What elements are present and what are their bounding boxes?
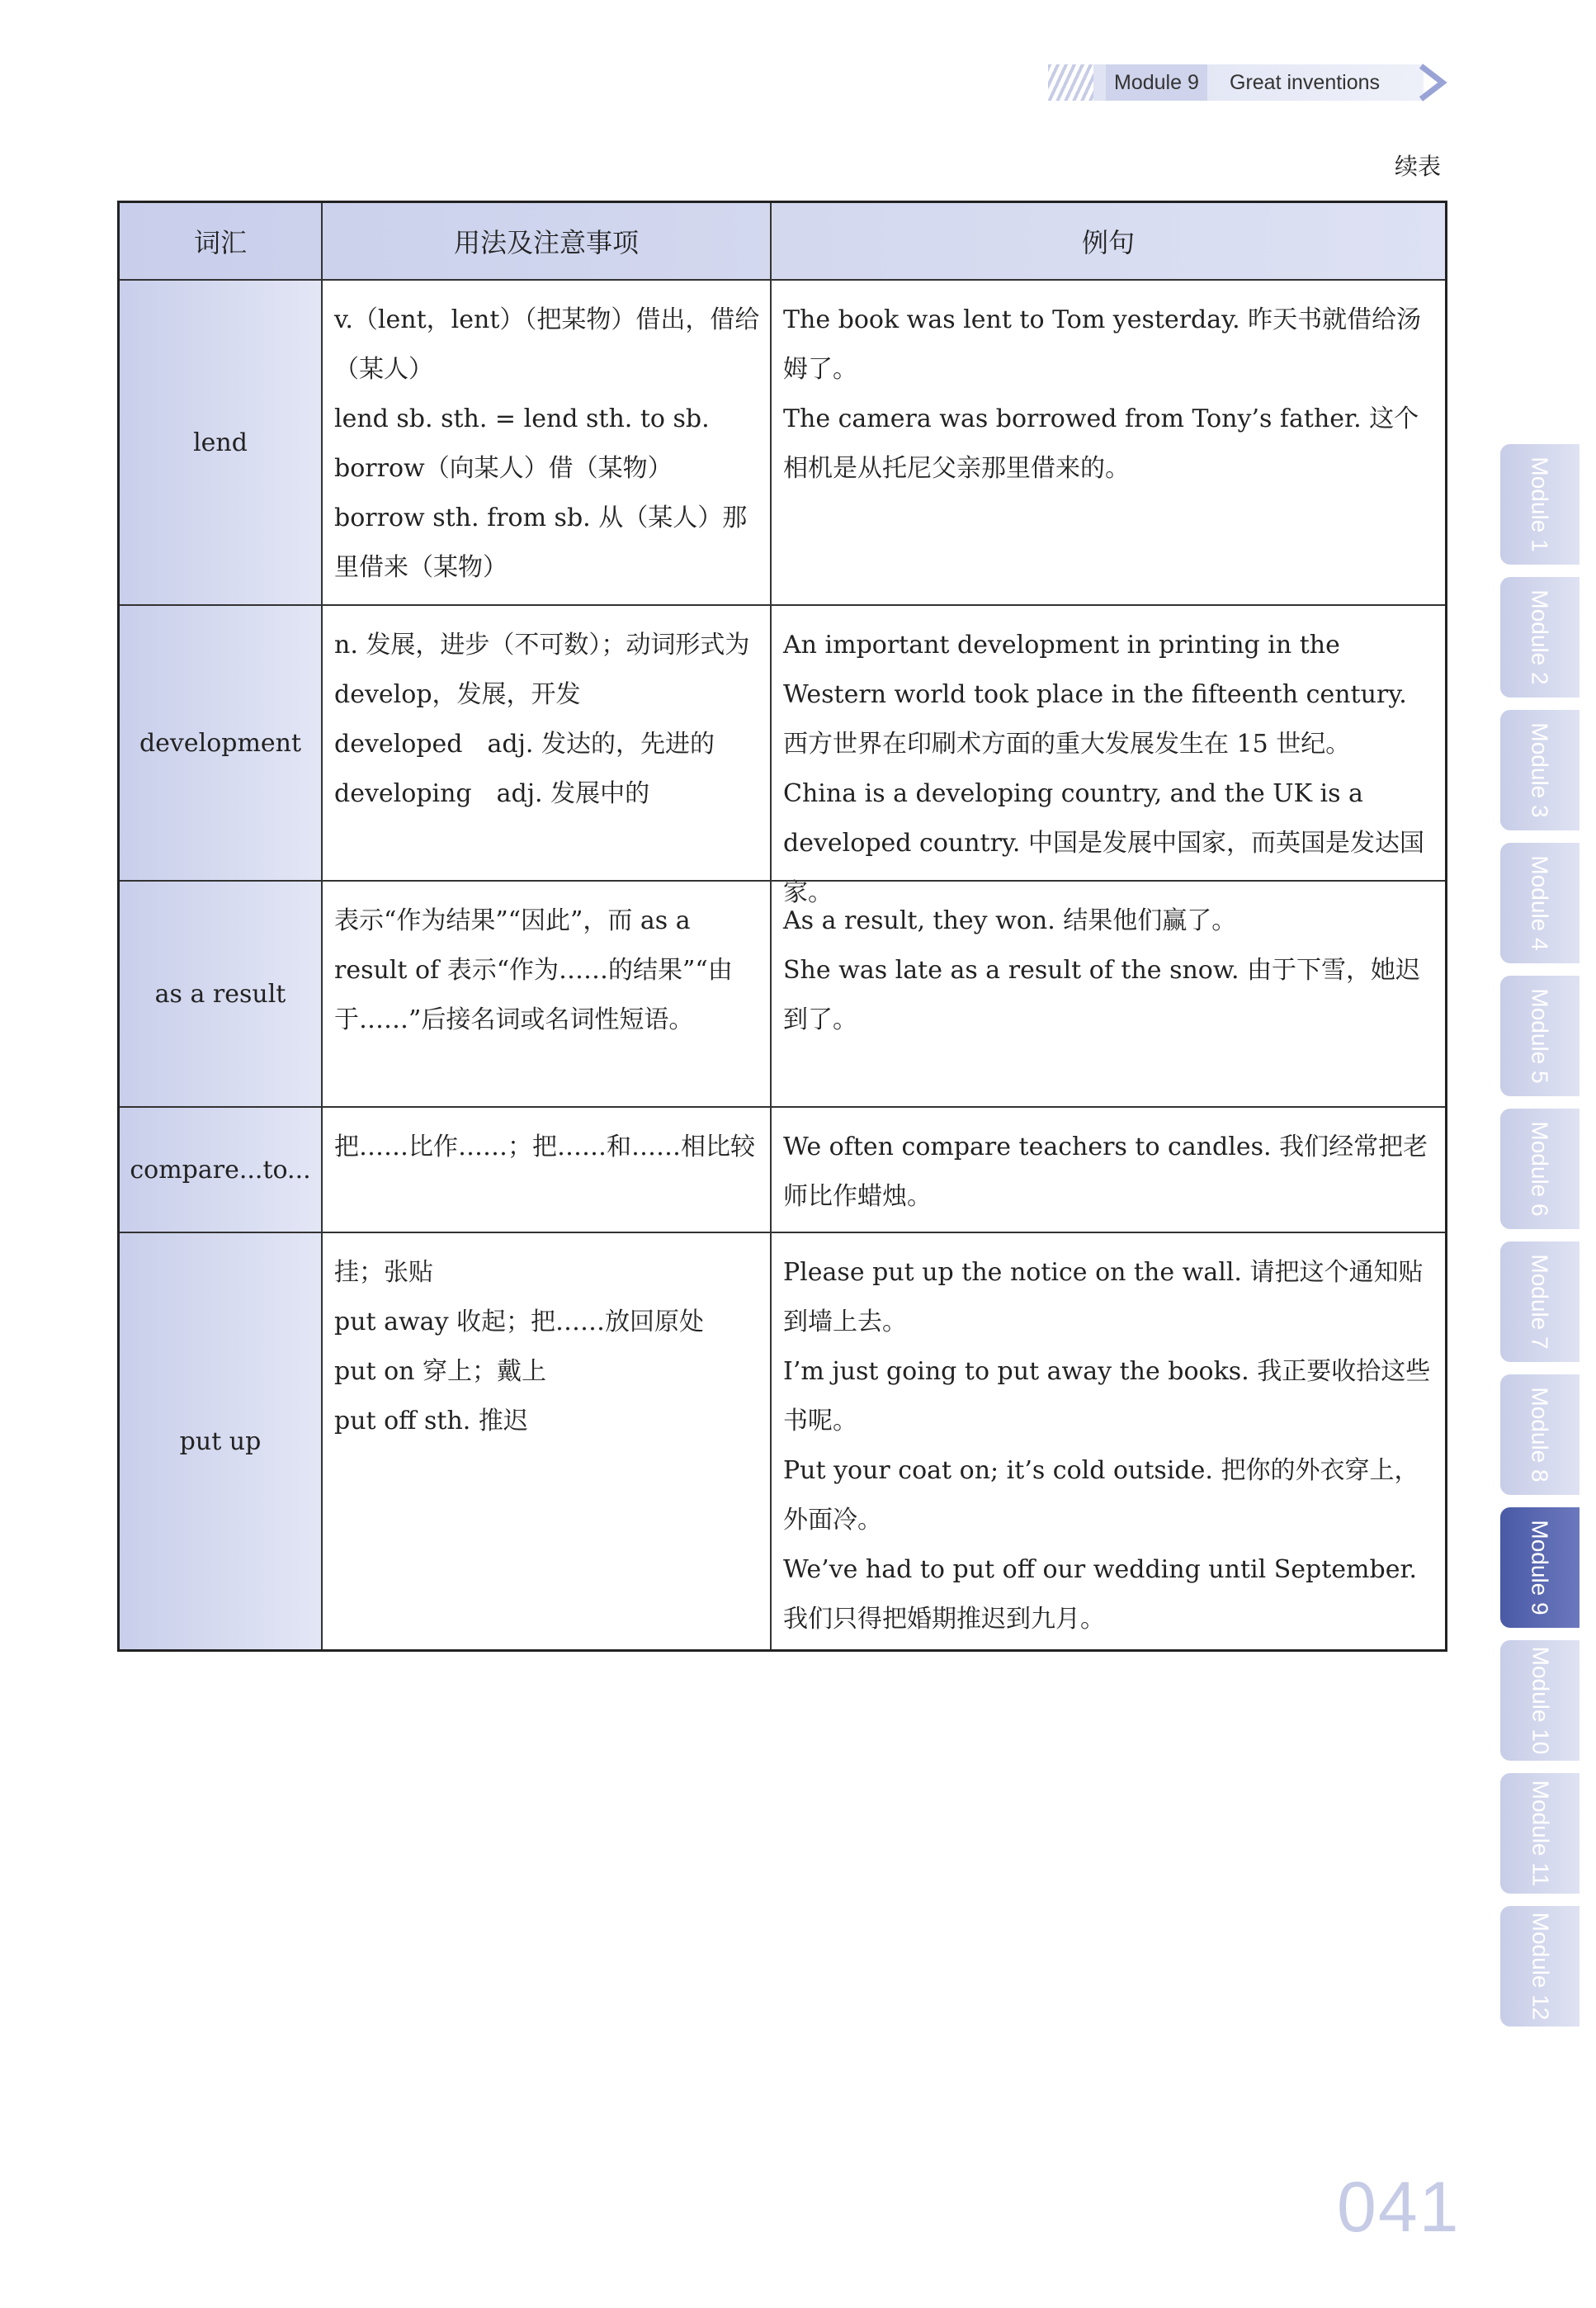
- examples-cell: [770, 1233, 1445, 1649]
- usage-line: put off sth. 推迟: [334, 1407, 528, 1435]
- usage-cell: [321, 606, 770, 880]
- usage-line: 把……比作……；把……和……相比较: [334, 1133, 755, 1161]
- continued-label: 续表: [1395, 153, 1442, 180]
- usage-line: developed adj. 发达的，先进的: [334, 730, 715, 759]
- tab-module-2[interactable]: [1500, 577, 1579, 698]
- usage-line: n. 发展，进步（不可数）；动词形式为 develop，发展，开发: [334, 631, 750, 709]
- table-row: [120, 880, 1445, 1106]
- header-usage: 用法及注意事项: [321, 203, 770, 279]
- tab-module-6[interactable]: [1500, 1109, 1579, 1229]
- module-title: Great inventions: [1230, 70, 1381, 94]
- table-header-row: [120, 203, 1445, 279]
- examples-cell: [770, 882, 1445, 1106]
- tab-label: Module 11: [1528, 1780, 1553, 1887]
- example-sentence: She was late as a result of the snow. 由于下雪，她迟到了。: [783, 956, 1421, 1034]
- tab-label: Module 12: [1528, 1912, 1554, 2021]
- tab-module-11[interactable]: [1500, 1773, 1579, 1894]
- tab-label: Module 5: [1528, 988, 1553, 1084]
- example-sentence: Put your coat on; it’s cold outside. 把你的外衣穿上，外面冷。: [783, 1456, 1419, 1535]
- term-cell: development: [120, 606, 321, 880]
- usage-cell: [321, 882, 770, 1106]
- usage-line: developing adj. 发展中的: [334, 779, 650, 808]
- usage-line: lend sb. sth. = lend sth. to sb.: [334, 404, 710, 433]
- module-label: Module 9: [1106, 64, 1207, 101]
- table-row: [120, 1232, 1445, 1649]
- page-number: 041: [1337, 2168, 1461, 2247]
- vocabulary-table: [117, 201, 1447, 1652]
- tab-module-5[interactable]: [1500, 976, 1579, 1096]
- usage-line: put on 穿上；戴上: [334, 1357, 547, 1386]
- example-sentence: An important development in printing in the Western world took place in the fifteenth century. 西方世界在印刷术方面的重大发展发生在 15 世纪。: [783, 631, 1407, 759]
- usage-line: v.（lent，lent）（把某物）借出，借给（某人）: [334, 305, 760, 384]
- table-row: [120, 279, 1445, 604]
- term-cell: lend: [120, 281, 321, 604]
- tab-label: Module 10: [1528, 1646, 1554, 1755]
- example-sentence: China is a developing country, and the UK is a developed country. 中国是发展中国家，而英国是发达国家。: [783, 779, 1424, 907]
- term-cell: compare...to...: [120, 1108, 321, 1232]
- usage-line: borrow（向某人）借（某物）: [334, 454, 673, 483]
- usage-line: 挂；张贴: [334, 1258, 433, 1287]
- usage-cell: [321, 1108, 770, 1232]
- example-sentence: We’ve had to put off our wedding until September. 我们只得把婚期推迟到九月。: [783, 1555, 1418, 1634]
- tab-module-12[interactable]: [1500, 1906, 1579, 2027]
- usage-cell: [321, 281, 770, 604]
- table-row: [120, 604, 1445, 907]
- term-cell: put up: [120, 1233, 321, 1649]
- examples-cell: [770, 606, 1445, 907]
- example-sentence: As a result, they won. 结果他们赢了。: [783, 906, 1237, 935]
- tab-module-9[interactable]: [1500, 1507, 1579, 1628]
- table-row: [120, 1106, 1445, 1232]
- header-vocab: 词汇: [193, 227, 247, 258]
- tab-label: Module 1: [1528, 456, 1553, 552]
- usage-line: borrow sth. from sb. 从（某人）那里借来（某物）: [334, 504, 748, 582]
- tab-module-10[interactable]: [1500, 1640, 1579, 1761]
- example-sentence: We often compare teachers to candles. 我们经常把老师比作蜡烛。: [783, 1133, 1428, 1211]
- term-cell: as a result: [120, 882, 321, 1106]
- example-sentence: The camera was borrowed from Tony’s father. 这个相机是从托尼父亲那里借来的。: [783, 404, 1419, 483]
- tab-label: Module 4: [1528, 855, 1553, 951]
- example-sentence: Please put up the notice on the wall. 请把这个通知贴到墙上去。: [783, 1258, 1424, 1336]
- tab-module-4[interactable]: [1500, 843, 1579, 963]
- tab-module-7[interactable]: [1500, 1241, 1579, 1362]
- module-header: [1048, 58, 1452, 107]
- tab-label: Module 9: [1528, 1520, 1553, 1615]
- usage-line: put away 收起；把……放回原处: [334, 1308, 705, 1336]
- example-sentence: The book was lent to Tom yesterday. 昨天书就借给汤姆了。: [783, 305, 1422, 384]
- tab-module-1[interactable]: [1500, 444, 1579, 565]
- examples-cell: [770, 1108, 1445, 1232]
- usage-line: 表示“作为结果”“因此”，而 as a result of 表示“作为……的结果”“由于……”后接名词或名词性短语。: [334, 906, 733, 1034]
- tab-label: Module 3: [1528, 722, 1553, 818]
- examples-cell: [770, 281, 1445, 604]
- usage-cell: [321, 1233, 770, 1649]
- example-sentence: I’m just going to put away the books. 我正要收拾这些书呢。: [783, 1357, 1431, 1435]
- header-examples: 例句: [770, 203, 1445, 279]
- tab-label: Module 2: [1528, 589, 1553, 685]
- tab-module-8[interactable]: [1500, 1374, 1579, 1495]
- chevron-right-icon: [1411, 61, 1454, 104]
- tab-module-3[interactable]: [1500, 710, 1579, 830]
- tab-label: Module 7: [1528, 1254, 1553, 1350]
- tab-label: Module 6: [1528, 1121, 1553, 1217]
- tab-label: Module 8: [1528, 1387, 1553, 1483]
